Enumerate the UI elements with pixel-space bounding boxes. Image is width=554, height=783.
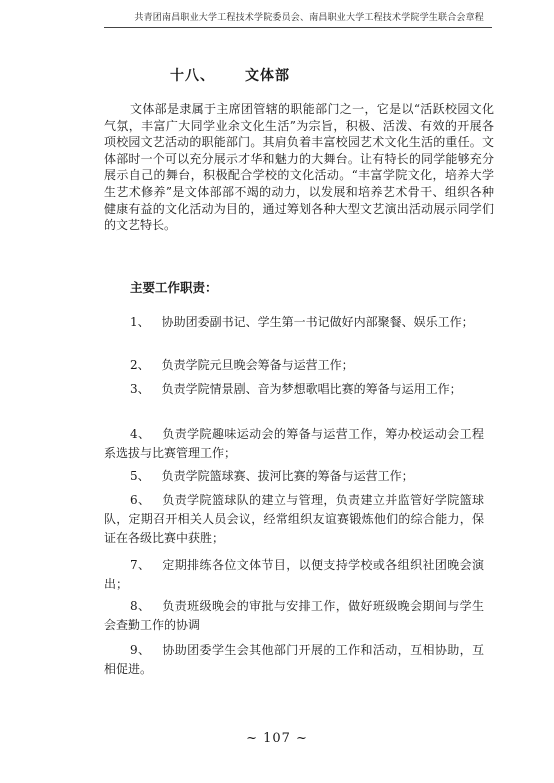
- duty-text: 负责学院趣味运动会的筹备与运营工作，筹办校运动会工程系选拔与比赛管理工作；: [104, 427, 484, 460]
- duty-index: 6、: [130, 493, 151, 507]
- duty-item: [104, 597, 484, 635]
- duty-index: 7、: [130, 558, 151, 572]
- intro-paragraph: 文体部是隶属于主席团管辖的职能部门之一，它是以“活跃校园文化气氛，丰富广大同学业余文化生活”为宗旨，积极、活泼、有效的开展各项校园文艺活动的职能部门。其肩负着丰富校园艺术文化生活的重任。文体部时一个可以充分展示才华和魅力的大舞台。让有特长的同学能够充分展示自己的舞台，积极配合学校的文化活动。“丰富学院文化，培养大学生艺术修养”是文体部部不竭的动力，以发展和培养艺术骨干、组织各种健康有益的文化活动为目的，通过筹划各种大型文艺演出活动展示同学们的文艺特长。: [104, 102, 494, 233]
- duty-item: [104, 313, 484, 332]
- duty-text: 负责学院篮球赛、拔河比赛的筹备与运营工作；: [161, 469, 414, 483]
- duty-item: [104, 491, 484, 548]
- duty-index: 1、: [130, 315, 150, 329]
- duty-text: 协助团委学生会其他部门开展的工作和活动，互相协助，互相促进。: [104, 643, 484, 676]
- duty-index: 8、: [130, 599, 151, 613]
- header-divider: [104, 27, 492, 28]
- duties-heading: 主要工作职责：: [130, 280, 218, 295]
- duty-index: 3、: [130, 382, 150, 396]
- duty-item: [104, 467, 484, 486]
- duty-index: 5、: [130, 469, 150, 483]
- page-number: ~ 107 ~: [246, 731, 308, 746]
- duty-text: 负责学院篮球队的建立与管理，负责建立并监管好学院篮球队，定期召开相关人员会议，经常组织友谊赛锻炼他们的综合能力，保证在各级比赛中获胜；: [104, 493, 484, 545]
- section-title: [170, 65, 290, 85]
- duty-item: [104, 556, 484, 594]
- section-number: 十八、: [170, 68, 215, 84]
- duty-item: [104, 641, 484, 679]
- duty-text: 定期排练各位文体节目，以便支持学校或各组织社团晚会演出；: [104, 558, 484, 591]
- duty-text: 负责学院元旦晚会筹备与运营工作；: [161, 358, 354, 372]
- duty-index: 9、: [130, 643, 151, 657]
- section-name: 文体部: [245, 68, 290, 84]
- duty-index: 2、: [130, 358, 150, 372]
- duty-text: 负责班级晚会的审批与安排工作，做好班级晚会期间与学生会查勤工作的协调: [104, 599, 484, 632]
- duty-item: [104, 425, 484, 463]
- running-header: 共青团南昌职业大学工程技术学院委员会、南昌职业大学工程技术学院学生联合会章程: [134, 13, 484, 23]
- duty-index: 4、: [130, 427, 151, 441]
- duty-item: [104, 380, 484, 399]
- duty-text: 协助团委副书记、学生第一书记做好内部聚餐、娱乐工作；: [161, 315, 474, 329]
- duty-text: 负责学院情景剧、音为梦想歌唱比赛的筹备与运用工作；: [161, 382, 462, 396]
- duty-item: [104, 356, 484, 375]
